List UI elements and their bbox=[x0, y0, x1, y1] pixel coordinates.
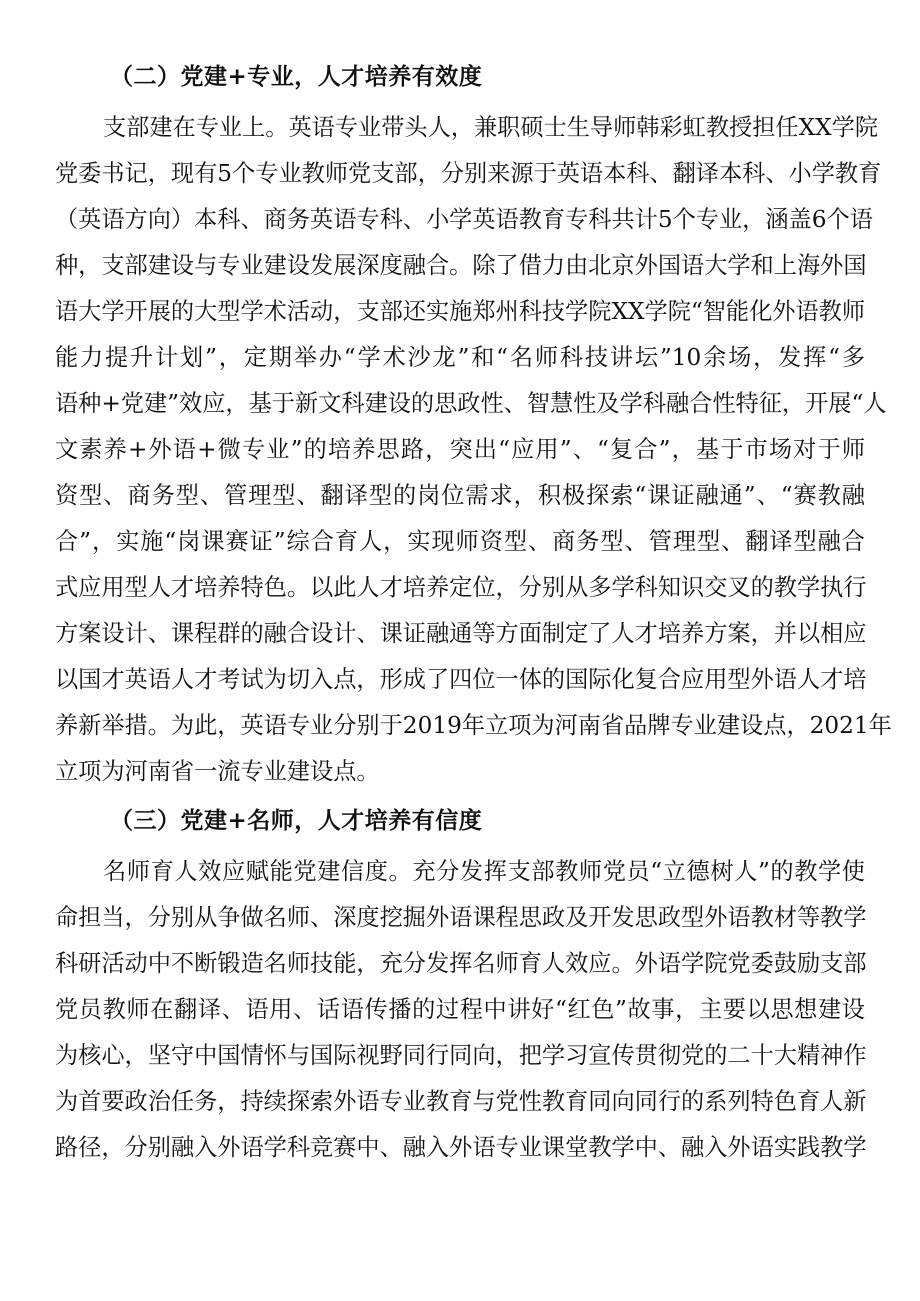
paragraph-line: 名师育人效应赋能党建信度。充分发挥支部教师党员“立德树人”的教学使 bbox=[103, 858, 865, 885]
paragraph-line: 式应用型人才培养特色。以此人才培养定位，分别从多学科知识交叉的教学执行 bbox=[55, 574, 867, 601]
section-heading-2: （二）党建+专业，人才培养有效度 bbox=[110, 64, 483, 90]
paragraph-line: 资型、商务型、管理型、翻译型的岗位需求，积极探索“课证融通”、“赛教融 bbox=[55, 482, 865, 509]
section-heading-3: （三）党建+名师，人才培养有信度 bbox=[110, 808, 483, 834]
paragraph-line: 支部建在专业上。英语专业带头人，兼职硕士生导师韩彩虹教授担任XX学院 bbox=[103, 114, 879, 141]
paragraph-line: 为核心，坚守中国情怀与国际视野同行同向，把学习宣传贯彻党的二十大精神作 bbox=[55, 1042, 867, 1069]
paragraph-line: 为首要政治任务，持续探索外语专业教育与党性教育同向同行的系列特色育人新 bbox=[55, 1088, 867, 1115]
paragraph-line: 种，支部建设与专业建设发展深度融合。除了借力由北京外国语大学和上海外国 bbox=[55, 252, 867, 279]
paragraph-line: 以国才英语人才考试为切入点，形成了四位一体的国际化复合应用型外语人才培 bbox=[55, 666, 867, 693]
paragraph-line: 科研活动中不断锻造名师技能，充分发挥名师育人效应。外语学院党委鼓励支部 bbox=[55, 950, 867, 977]
paragraph-line: 路径，分别融入外语学科竞赛中、融入外语专业课堂教学中、融入外语实践教学 bbox=[55, 1134, 867, 1161]
paragraph-line: 党员教师在翻译、语用、话语传播的过程中讲好“红色”故事，主要以思想建设 bbox=[55, 996, 865, 1023]
paragraph-line: 养新举措。为此，英语专业分别于2019年立项为河南省品牌专业建设点，2021年 bbox=[55, 712, 892, 739]
paragraph-line: 语大学开展的大型学术活动，支部还实施郑州科技学院XX学院“智能化外语教师 bbox=[55, 298, 866, 325]
paragraph-line: 语种+党建”效应，基于新文科建设的思政性、智慧性及学科融合性特征，开展“人 bbox=[55, 390, 887, 417]
paragraph-line: 命担当，分别从争做名师、深度挖掘外语课程思政及开发思政型外语教材等教学 bbox=[55, 904, 867, 931]
paragraph-line: 方案设计、课程群的融合设计、课证融通等方面制定了人才培养方案，并以相应 bbox=[55, 620, 867, 647]
paragraph-line: 能力提升计划”，定期举办“学术沙龙”和“名师科技讲坛”10余场，发挥“多 bbox=[55, 344, 865, 371]
paragraph-line: 党委书记，现有5个专业教师党支部，分别来源于英语本科、翻译本科、小学教育 bbox=[55, 160, 882, 187]
paragraph-line: 立项为河南省一流专业建设点。 bbox=[55, 758, 380, 785]
paragraph-line: 合”，实施“岗课赛证”综合育人，实现师资型、商务型、管理型、翻译型融合 bbox=[55, 528, 865, 555]
paragraph-line: （英语方向）本科、商务英语专科、小学英语教育专科共计5个专业，涵盖6个语 bbox=[55, 206, 873, 233]
paragraph-line: 文素养+外语+微专业”的培养思路，突出“应用”、“复合”，基于市场对于师 bbox=[55, 436, 865, 463]
